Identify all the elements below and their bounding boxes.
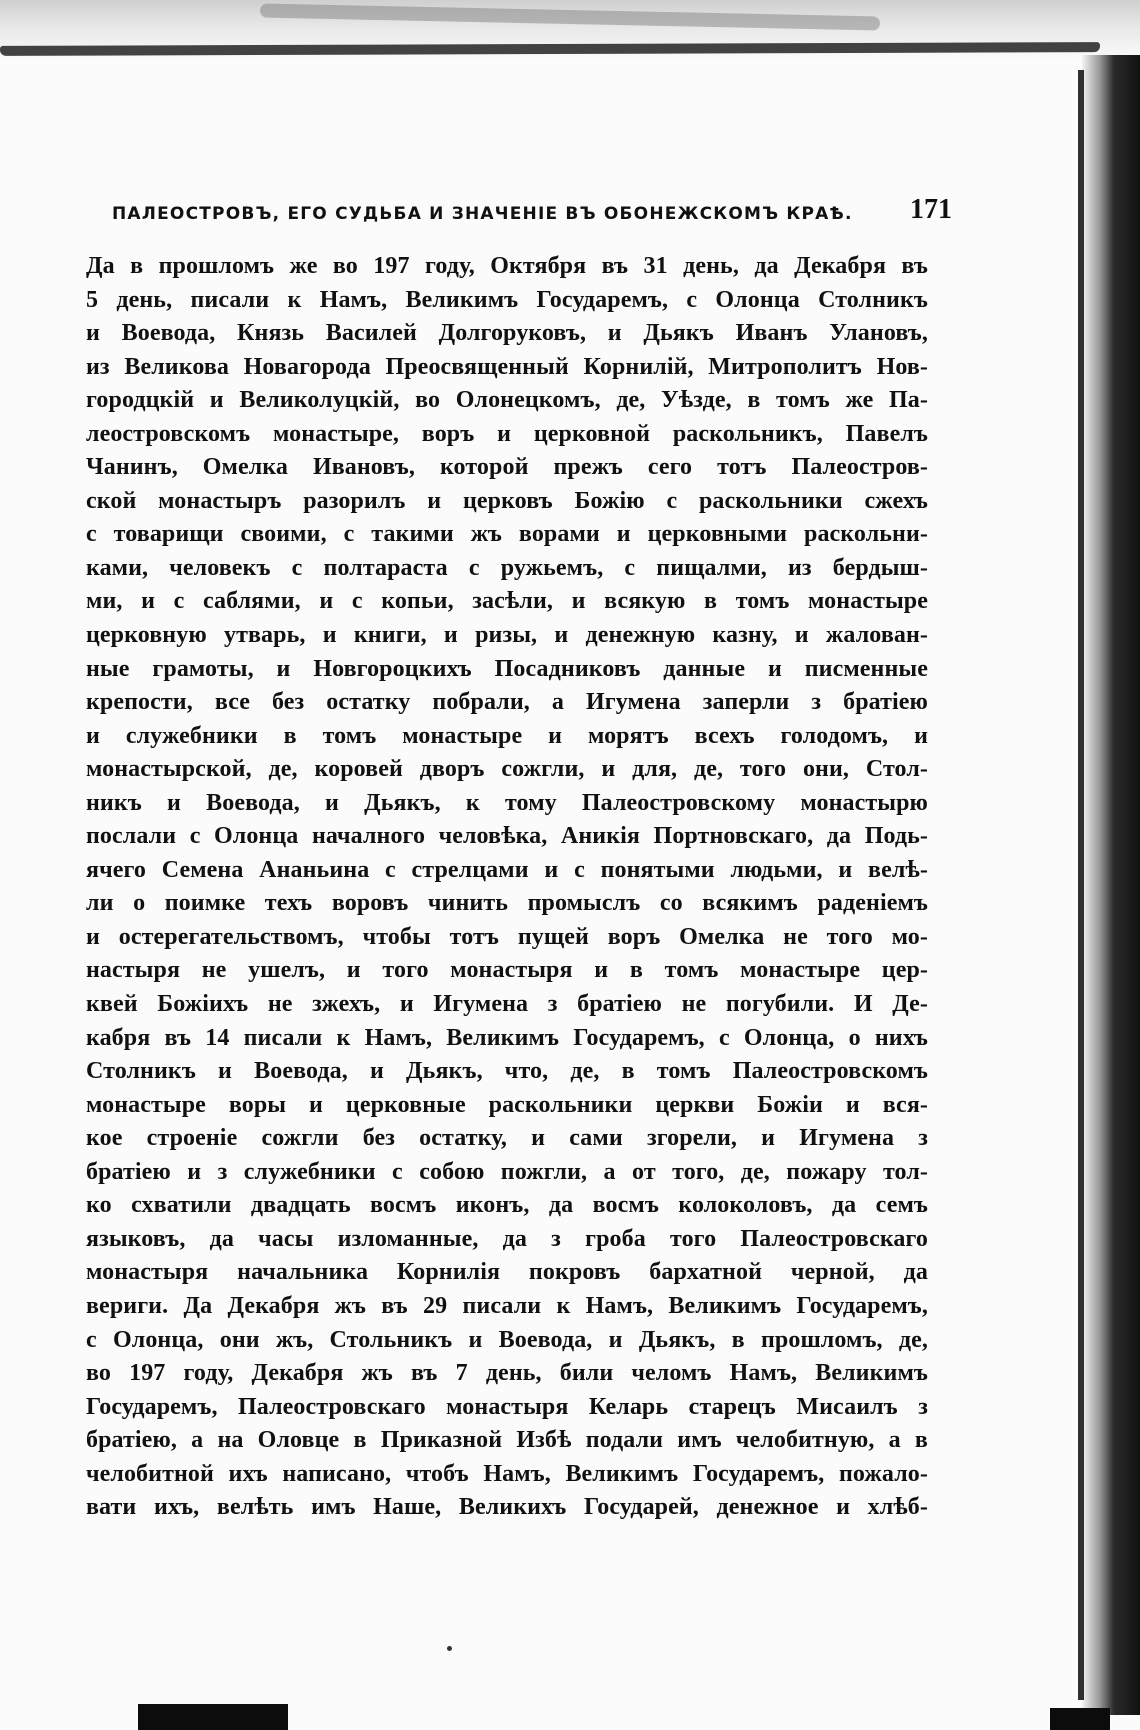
text-line: послали с Олонца началного человѣка, Аникія Портновскаго, да Подь-: [86, 823, 928, 850]
scan-right-page-border: [1078, 70, 1084, 1700]
text-line: Да в прошломъ же во 197 году, Октября въ 31 день, да Декабря въ: [86, 253, 928, 279]
text-line: 5 день, писали к Намъ, Великимъ Государемъ, с Олонца Столникъ: [86, 286, 928, 313]
text-line: вати ихъ, велѣть имъ Наше, Великихъ Государей, денежное и хлѣб-: [86, 1494, 928, 1521]
text-line: братіею, а на Оловце в Приказной Избѣ подали имъ челобитную, а в: [86, 1427, 928, 1454]
text-line: языковъ, да часы изломанные, да з гроба того Палеостровскаго: [86, 1225, 928, 1252]
text-line: ячего Семена Ананьина с стрелцами и с понятыми людьми, и велѣ-: [86, 856, 928, 883]
text-line: и остерегательствомъ, чтобы тотъ пущей воръ Омелка не того мо-: [86, 923, 928, 950]
body-text: [86, 250, 928, 1525]
text-line: ской монастыръ разорилъ и церковъ Божію с раскольники сжехъ: [86, 487, 928, 514]
text-line: ко схватили двадцать восмъ иконъ, да восмъ колоколовъ, да семъ: [86, 1192, 928, 1219]
text-line: ми, и с саблями, и с копьи, засѣли, и всякую в томъ монастыре: [86, 588, 928, 615]
text-line: леостровскомъ монастыре, воръ и церковной раскольникъ, Павелъ: [86, 420, 928, 447]
text-line: и Воевода, Князь Василей Долгоруковъ, и Дьякъ Иванъ Улановъ,: [86, 320, 928, 347]
text-line: ли о поимке техъ воровъ чинить промыслъ со всякимъ раденіемъ: [86, 890, 928, 917]
scan-bottom-mark: [138, 1704, 288, 1730]
text-line: с Олонца, они жъ, Стольникъ и Воевода, и Дьякъ, в прошломъ, де,: [86, 1326, 928, 1353]
text-line: крепости, все без остатку побрали, а Игумена заперли з братіею: [86, 689, 928, 716]
text-line: и служебники в томъ монастыре и морятъ всехъ голодомъ, и: [86, 722, 928, 749]
text-line: монастырской, де, коровей дворъ сожгли, и для, де, того они, Стол-: [86, 756, 928, 783]
text-line: ные грамоты, и Новгороцкихъ Посадниковъ данные и писменные: [86, 655, 928, 682]
text-line: братіею и з служебники с собою пожгли, а от того, де, пожару тол-: [86, 1158, 928, 1185]
scan-right-edge: [1082, 55, 1140, 1715]
running-header-title: ПАЛЕОСТРОВЪ, ЕГО СУДЬБА И ЗНАЧЕНІЕ ВЪ ОБОНЕЖСКОМЪ КРАѢ.: [112, 204, 853, 224]
text-line: церковную утварь, и книги, и ризы, и денежную казну, и жалован-: [86, 622, 928, 649]
text-line: из Великова Новагорода Преосвященный Корнилій, Митрополитъ Нов-: [86, 353, 928, 380]
text-line: Столникъ и Воевода, и Дьякъ, что, де, в томъ Палеостровскомъ: [86, 1058, 928, 1085]
text-line: квей Божіихъ не зжехъ, и Игумена з братіею не погубили. И Де-: [86, 991, 928, 1018]
text-line: городцкій и Великолуцкій, во Олонецкомъ, де, Уѣзде, в томъ же Па-: [86, 387, 928, 414]
text-line: челобитной ихъ написано, чтобъ Намъ, Великимъ Государемъ, пожало-: [86, 1460, 928, 1487]
scan-bottom-right-mark: [1050, 1708, 1110, 1730]
text-line: Государемъ, Палеостровскаго монастыря Келарь старецъ Мисаилъ з: [86, 1393, 928, 1420]
text-line: Чанинъ, Омелка Ивановъ, которой прежъ сего тотъ Палеостров-: [86, 454, 928, 481]
text-line: ками, человекъ с полтараста с ружьемъ, с пищалми, из бердыш-: [86, 554, 928, 581]
text-line: настыря не ушелъ, и того монастыря и в томъ монастыре цер-: [86, 957, 928, 984]
scan-speck: [447, 1646, 452, 1651]
running-header: [112, 190, 952, 224]
text-line: монастыря начальника Корнилія покровъ бархатной черной, да: [86, 1259, 928, 1286]
text-line: монастыре воры и церковные раскольники церкви Божіи и вся-: [86, 1091, 928, 1118]
text-line: кое строеніе сожгли без остатку, и сами згорели, и Игумена з: [86, 1125, 928, 1152]
text-line: вериги. Да Декабря жъ въ 29 писали к Намъ, Великимъ Государемъ,: [86, 1292, 928, 1319]
text-line: кабря въ 14 писали к Намъ, Великимъ Государемъ, с Олонца, о нихъ: [86, 1024, 928, 1051]
text-line: никъ и Воевода, и Дьякъ, к тому Палеостровскому монастырю: [86, 789, 928, 816]
text-line: с товарищи своими, с такими жъ ворами и церковными раскольни-: [86, 521, 928, 548]
page-number: 171: [910, 194, 952, 225]
text-line: во 197 году, Декабря жъ въ 7 день, били челомъ Намъ, Великимъ: [86, 1360, 928, 1387]
